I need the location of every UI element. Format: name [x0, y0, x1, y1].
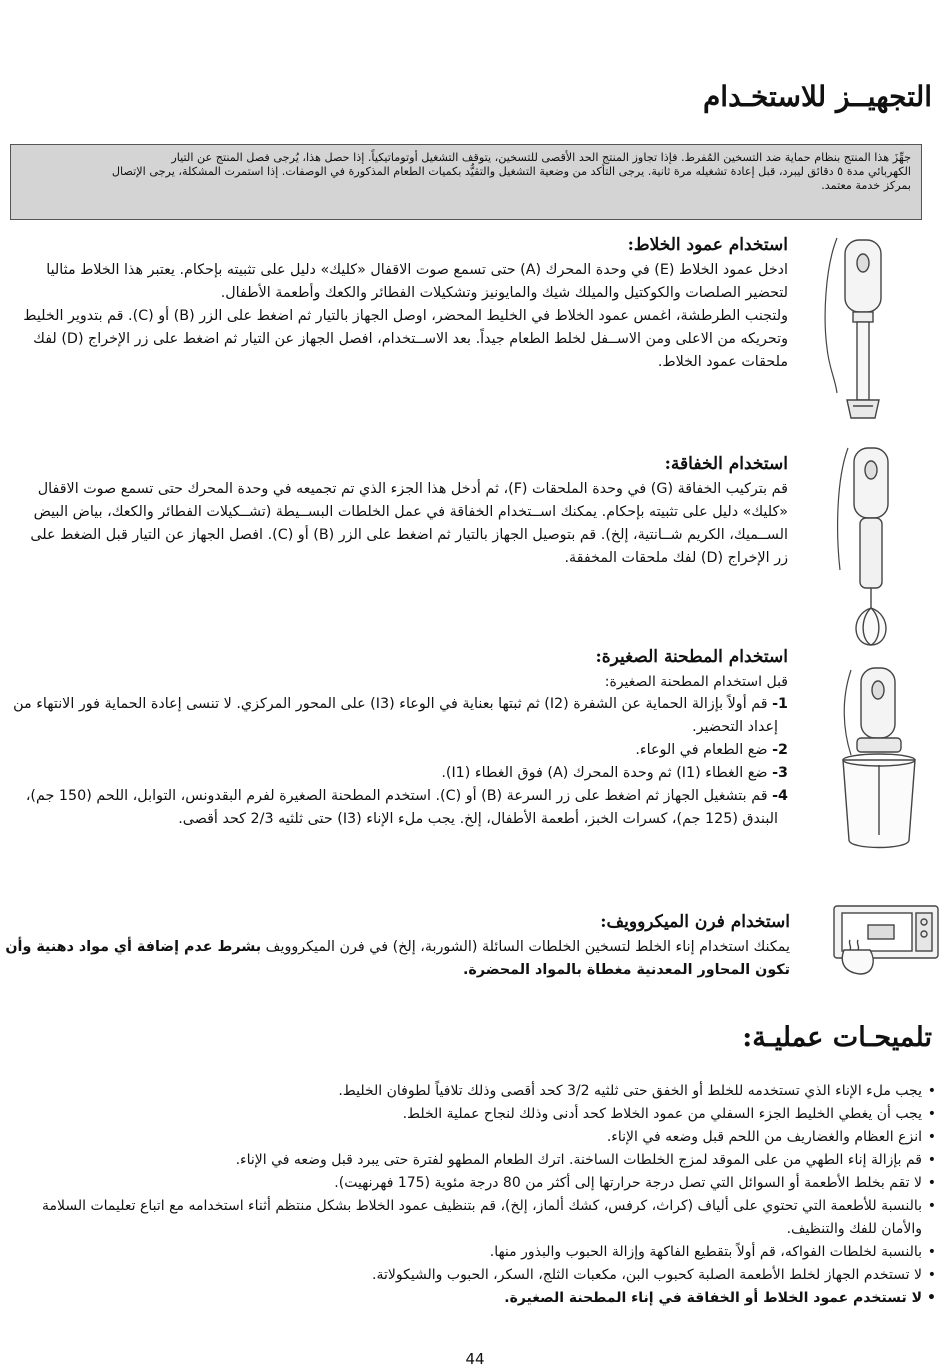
- microwave-warning: بشرط عدم إضافة أي مواد دهنية وأن: [5, 939, 262, 955]
- step-number: 3-: [772, 765, 788, 781]
- section-microwave: [0, 910, 790, 982]
- mini-chopper-illustration: [835, 660, 925, 860]
- microwave-warning: تكون المحاور المعدنية مغطاة بالمواد المحضرة.: [463, 962, 790, 978]
- section-blender-shaft: [8, 233, 788, 374]
- step-line: [8, 785, 788, 808]
- section-title: استخدام فرن الميكروويف:: [600, 912, 790, 932]
- step-text: ضع الغطاء (I1) ثم وحدة المحرك (A) فوق الغطاء (I1).: [441, 765, 768, 781]
- tip-item: • يجب أن يغطي الخليط الجزء السفلي من عمود الخلاط كحد أدنى وذلك لنجاح عملية الخلط.: [11, 1103, 936, 1126]
- paragraph-line: ادخل عمود الخلاط (E) في وحدة المحرك (A) حتى تسمع صوت الاقفال «كليك» دليل على تثبيته بإحكام. يعتبر هذا الخلاط مثاليا: [46, 262, 788, 278]
- microwave-illustration: [830, 900, 942, 980]
- step-number: 1-: [772, 696, 788, 712]
- section-title: استخدام عمود الخلاط:: [627, 235, 788, 255]
- step-line-continued: إعداد التحضير.: [692, 719, 778, 735]
- paragraph-line: ولتجنب الطرطشة، اغمس عمود الخلاط في الخليط المحضر، اوصل الجهاز بالتيار ثم اضغط على الزر (B) أو (C). قم بتدوير الخليط: [23, 308, 788, 324]
- tip-item: • لا تقم بخلط الأطعمة أو السوائل التي تصل درجة حرارتها إلى أكثر من 80 درجة مئوية (175 فهرنهيت).: [11, 1172, 936, 1195]
- tip-item: • بالنسبة لخلطات الفواكه، قم أولاً بتقطيع الفاكهة وإزالة الحبوب والبذور منها.: [11, 1241, 936, 1264]
- paragraph-line: «كليك» دليل على تثبيته بإحكام. يمكنك اســتخدام الخفاقة في عمل الخلطات البســيطة (تشــكيلات الفطائر والكعك، بياض البيض: [33, 504, 788, 520]
- section-whisk: [8, 452, 788, 570]
- section-title: استخدام الخفاقة:: [664, 454, 788, 474]
- tips-title: تلميحـات عمليـة:: [742, 1022, 932, 1053]
- notice-line: بمركز خدمة معتمد.: [821, 179, 911, 192]
- tip-item: • لا تستخدم الجهاز لخلط الأطعمة الصلبة كحبوب البن، مكعبات الثلج، السكر، الحبوب والشيكولاتة.: [11, 1264, 936, 1287]
- step-line: [8, 693, 788, 716]
- step-number: 4-: [772, 788, 788, 804]
- tip-item: • بالنسبة للأطعمة التي تحتوي على ألياف (كراث، كرفس، كشك ألماز، إلخ)، قم بتنظيف عمود الخلاط بشكل منتظم أثناء استخدامه مع اتباع تعليمات السلامة والأمان للفك والتنظيف.: [11, 1195, 936, 1241]
- paragraph-line: زر الإخراج (D) لفك ملحقات المخفقة.: [564, 550, 788, 566]
- tip-item: • يجب ملء الإناء الذي تستخدمه للخلط أو الخفق حتى ثلثيه 3/2 كحد أقصى وذلك تلافياً لطوفان الخليط.: [11, 1080, 936, 1103]
- paragraph-line: الســميك، الكريم شــانتية، إلخ). قم بتوصيل الجهاز بالتيار ثم اضغط على الزر (B) أو (C). افصل الجهاز عن التيار قبل الضغط على: [30, 527, 788, 543]
- tip-item: • قم بإزالة إناء الطهي من على الموقد لمزج الخلطات الساخنة. اترك الطعام المطهو لفترة حتى يبرد قبل وضعه في الإناء.: [11, 1149, 936, 1172]
- step-line-continued: البندق (125 جم)، كسرات الخبز، أطعمة الأطفال، إلخ. يجب ملء الإناء (I3) حتى ثلثيه 2/3 كحد أقصى.: [178, 811, 778, 827]
- tips-list: [11, 1080, 936, 1310]
- hand-blender-illustration: [815, 228, 905, 428]
- page-number: 44: [465, 1350, 485, 1368]
- step-line: [8, 762, 788, 785]
- chopper-lead: قبل استخدام المطحنة الصغيرة:: [604, 674, 788, 690]
- step-text: قم أولاً بإزالة الحماية عن الشفرة (I2) ثم ثبتها بعناية في الوعاء (I3) على المحور المركزي. لا تنسى إعادة الحماية فور الانتهاء من: [13, 696, 768, 712]
- paragraph-line: [0, 936, 790, 959]
- microwave-text: يمكنك استخدام إناء الخلط لتسخين الخلطات السائلة (الشوربة، إلخ) في فرن الميكروويف: [261, 939, 790, 955]
- section-mini-chopper: [8, 645, 788, 831]
- page-title: التجهيــز للاستخـدام: [702, 80, 932, 113]
- notice-line: الكهربائي مدة ٥ دقائق ليبرد، قبل إعادة تشغيله مرة ثانية. يرجى التأكد من وضعية التشغيل والتقيُّد بكميات الطعام المذكورة في الوصفات. إذا استمرت المشكلة، يرجى الإتصال: [111, 165, 911, 178]
- paragraph-line: ملحقات عمود الخلاط.: [657, 354, 788, 370]
- section-title: استخدام المطحنة الصغيرة:: [595, 647, 788, 667]
- step-text: قم بتشغيل الجهاز ثم اضغط على زر السرعة (B) أو (C). استخدم المطحنة الصغيرة لفرم البقدونس، التوابل، اللحم (150 جم)،: [25, 788, 768, 804]
- notice-line: جهِّزَ هذا المنتج بنظام حماية ضد التسخين المُفرط. فإذا تجاوز المنتج الحد الأقصى للتسخين، يتوقف التشغيل أوتوماتيكياً. إذا حصل هذا، يُرجى فصل المنتج عن التيار: [171, 151, 911, 164]
- paragraph-line: لتحضير الصلصات والكوكتيل والميلك شيك والمايونيز وتشكيلات الفطائر والكعك وأطعمة الأطفال.: [220, 285, 788, 301]
- overheat-notice-box: [10, 144, 922, 220]
- step-text: ضع الطعام في الوعاء.: [635, 742, 768, 758]
- hand-whisk-illustration: [830, 440, 910, 650]
- paragraph-line: وتحريكه من الاعلى ومن الاســفل لخلط الطعام جيداً. بعد الاســتخدام، افصل الجهاز عن التيار ثم اضغط على زر الإخراج (D) لفك: [33, 331, 788, 347]
- paragraph-line: قم بتركيب الخفاقة (G) في وحدة الملحقات (F)، ثم أدخل هذا الجزء الذي تم تجميعه في وحدة المحرك حتى تسمع صوت الاقفال: [37, 481, 788, 497]
- tip-item: • انزع العظام والغضاريف من اللحم قبل وضعه في الإناء.: [11, 1126, 936, 1149]
- step-line: [8, 739, 788, 762]
- step-number: 2-: [772, 742, 788, 758]
- tip-item: • لا تستخدم عمود الخلاط أو الخفاقة في إناء المطحنة الصغيرة.: [11, 1287, 936, 1310]
